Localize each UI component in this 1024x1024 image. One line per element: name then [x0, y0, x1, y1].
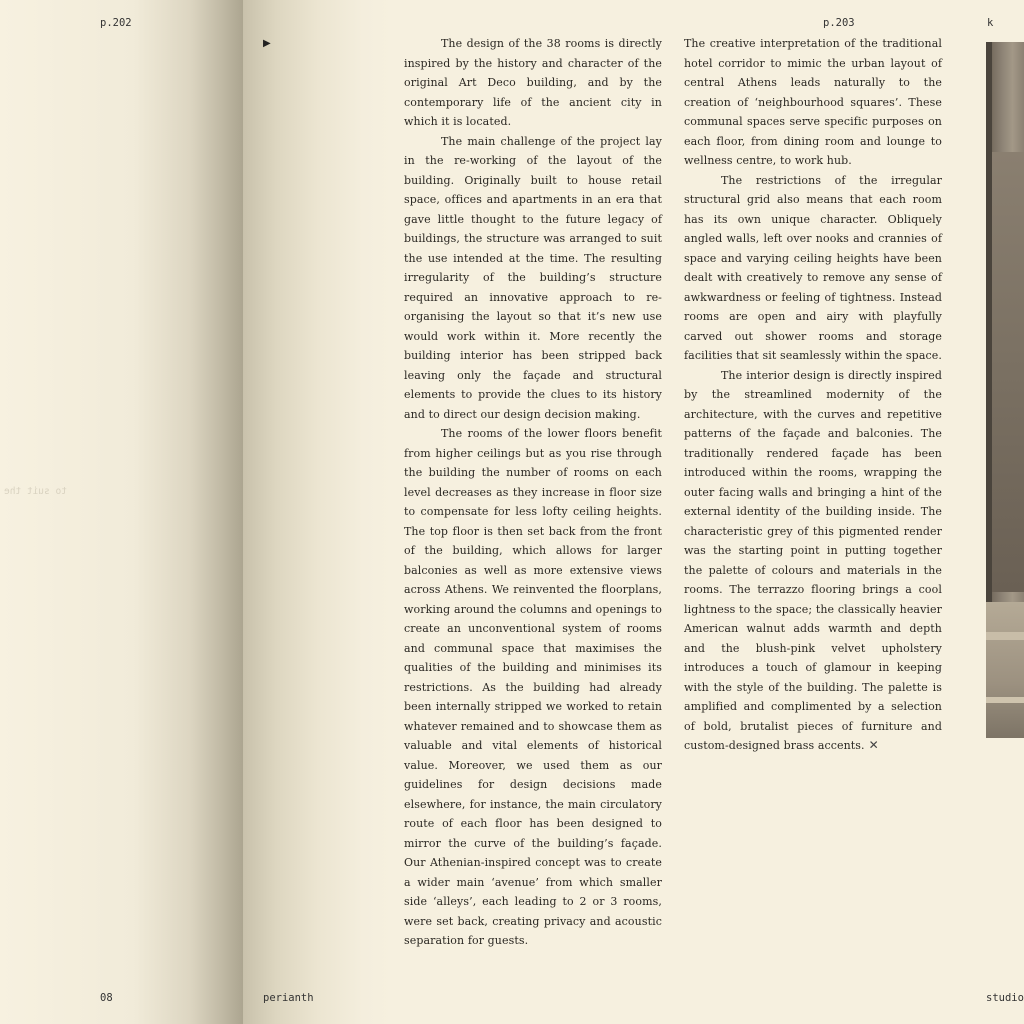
corner-letter: k	[987, 17, 994, 29]
text-column-2	[684, 34, 942, 756]
photo-wall	[992, 152, 1024, 592]
text-column-1	[404, 34, 662, 951]
right-page-number: p.203	[823, 17, 855, 29]
left-folio: 08	[100, 992, 113, 1004]
show-through-text: to suit the	[4, 486, 67, 497]
column2-paragraph-3	[684, 366, 942, 756]
play-marker-icon: ▶	[263, 38, 271, 49]
end-mark-icon: ✕	[868, 738, 879, 752]
column1-paragraph-3: The rooms of the lower floors benefit from higher ceilings but as you rise through the building the number of rooms on each level decreases as they increase in floor size to compensate for less lofty ceiling heights. The top floor is then set back from the front of the building, which allows for larger balconies as well as more extensive views across Athens. We reinvented the floorplans, working around the columns and openings to create an unconventional system of rooms and communal space that maximises the qualities of the building and minimises its restrictions. As the building had already been internally stripped we worked to retain whatever remained and to showcase them as valuable and vital elements of historical value. Moreover, we used them as our guidelines for design decisions made elsewhere, for instance, the main circulatory route of each floor has been designed to mirror the curve of the building’s façade. Our Athenian-inspired concept was to create a wider main ‘avenue’ from which smaller side ‘alleys’, each leading to 2 or 3 rooms, were set back, creating privacy and acoustic separation for guests.	[404, 427, 662, 947]
photo-floor	[986, 602, 1024, 738]
photo-step	[986, 632, 1024, 640]
left-page	[0, 0, 243, 1024]
column2-paragraph-1: The creative interpretation of the traditional hotel corridor to mimic the urban layout of central Athens leads naturally to the creation of ‘neighbourhood squares’. These communal spaces serve specific purposes on each floor, from dining room and lounge to wellness centre, to work hub.	[684, 37, 942, 167]
left-page-number: p.202	[100, 17, 132, 29]
interior-photo	[986, 42, 1024, 738]
photo-step	[986, 697, 1024, 703]
footer-studio: studio	[986, 992, 1024, 1004]
column1-paragraph-2: The main challenge of the project lay in the re-working of the layout of the building. Originally built to house retail space, offices and apartments in an era that gave little thought to the future legacy of buildings, the structure was arranged to suit the use intended at the time. The resulting irregularity of the building’s structure required an innovative approach to re-organising the layout so that it’s new use would work within it. More recently the building interior has been stripped back leaving only the façade and structural elements to provide the clues to its history and to direct our design decision making.	[404, 134, 662, 421]
column2-paragraph-3-text: The interior design is directly inspired by the streamlined modernity of the architecture, with the curves and repetitive patterns of the façade and balconies. The traditionally rendered façade has been introduced within the rooms, wrapping the outer facing walls and bringing a hint of the external identity of the building inside. The characteristic grey of this pigmented render was the starting point in putting together the palette of colours and materials in the rooms. The terrazzo flooring brings a cool lightness to the space; the classically heavier American walnut adds warmth and depth and the blush-pink velvet upholstery introduces a touch of glamour in keeping with the style of the building. The palette is amplified and complimented by a selection of bold, brutalist pieces of furniture and custom-designed brass accents.	[684, 368, 942, 752]
column2-paragraph-2: The restrictions of the irregular structural grid also means that each room has its own unique character. Obliquely angled walls, left over nooks and crannies of space and varying ceiling heights have been dealt with creatively to remove any sense of awkwardness or feeling of tightness. Instead rooms are open and airy with playfully carved out shower rooms and storage facilities that sit seamlessly within the space.	[684, 173, 942, 362]
footer-publication: perianth	[263, 992, 314, 1004]
column1-paragraph-1: The design of the 38 rooms is directly inspired by the history and character of the original Art Deco building, and by the contemporary life of the ancient city in which it is located.	[404, 37, 662, 128]
book-gutter	[243, 0, 393, 1024]
